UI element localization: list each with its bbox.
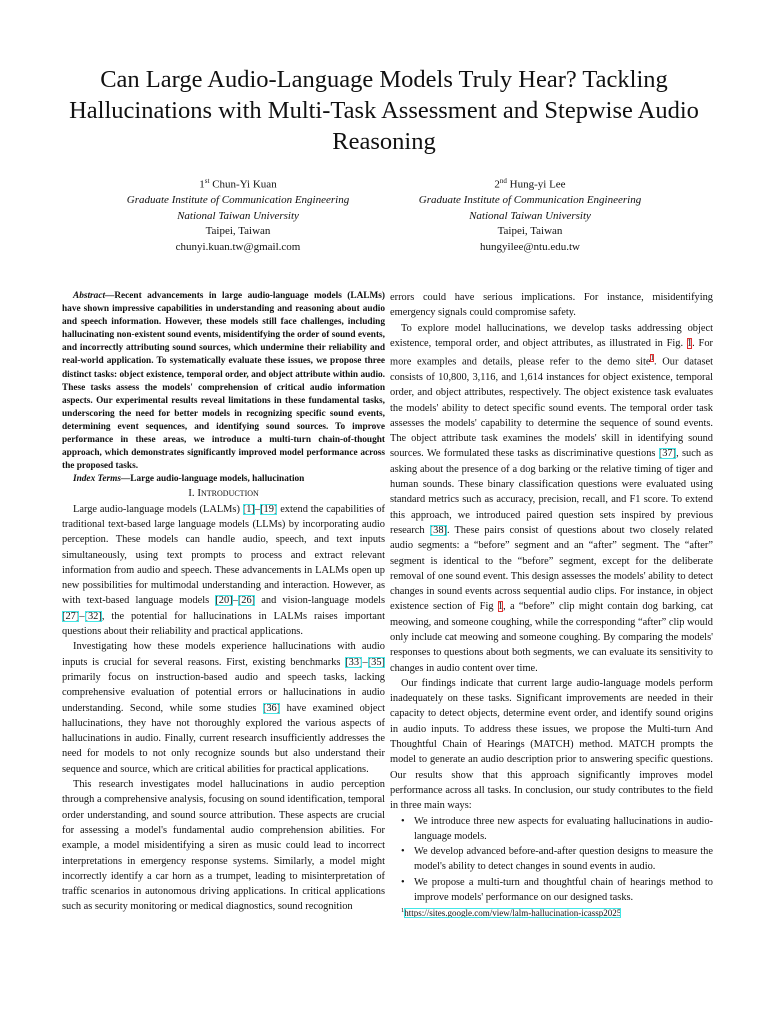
intro-paragraph-3-continued: errors could have serious implications. For instance, misidentifying emergency signals could compromise safety. <box>390 292 713 319</box>
footnote-url-link[interactable]: https://sites.google.com/view/lalm-hallucination-icassp2025 <box>404 908 622 919</box>
intro-paragraph-5: Our findings indicate that current large audio-language models perform inadequately on these tasks. Significant improvements are needed in their capacity to detect objects, determine event order, and identify sound origins in audio inputs. To address these issues, we propose the Multi-turn And Thoughtful Chain of Hearings (MATCH) method. MATCH prompts the model to generate an audio description prior to answering specific questions. Our results show that this approach significantly improves model performance across all tasks. In conclusion, our study contributes to the field in three main ways: <box>390 677 713 812</box>
author-university: National Taiwan University <box>469 209 591 222</box>
contributions-list <box>390 814 713 906</box>
author-location: Taipei, Taiwan <box>497 225 563 238</box>
intro-paragraph-2: Investigating how these models experience hallucinations with audio inputs is crucial for several reasons. First, existing benchmarks [33]–[35] primarily focus on instruction-based audio and speech tasks, lacking comprehensive evaluation of potential errors or hallucinations in audio understanding. Second, while some studies [36] have examined object hallucinations, they have not thoroughly explored the various aspects of hallucinations in audio. Finally, current research insufficiently addresses the need for models to not only recognize sounds but also understand their sequence and source, which are critical abilities for practical applications. <box>62 641 386 775</box>
section-heading-introduction: I. Introduction <box>188 487 259 500</box>
citation-link[interactable]: [32] <box>84 610 102 622</box>
citation-link[interactable]: [38] <box>429 524 447 536</box>
left-column <box>62 290 385 915</box>
author-block-2 <box>380 174 680 255</box>
figure-link[interactable]: 1 <box>497 601 504 613</box>
author-affiliation: Graduate Institute of Communication Engineering <box>418 194 642 207</box>
intro-paragraph-4: To explore model hallucinations, we develop tasks addressing object existence, temporal order, and object attributes, as illustrated in Fig. 1. For more examples and details, please refer to the demo site$^1$. Our dataset consists of 10,800, 3,116, and 1,614 instances for object existence, temporal order, and object attributes, respectively. The object existence task evaluates the models' ability to detect specific sound events. The temporal order task assesses the models' capability to determine the sequence of sound events. The object attribute task examines the models' skill in identifying sound sources. We formulated these tasks as discriminative questions [37], such as asking about the presence of a dog barking or the relative timing of tiger and human sounds. These binary classification questions were evaluated using standard metrics such as accuracy, precision, recall, and F1 score. To extend this approach, we introduced paired question sets inspired by previous research [38]. These pairs consist of questions about two closely related audio segments: a “before” segment and an “after” segment. The “after” segment is identical to the “before” segment, except for the deliberate removal of one sound event. This design assesses the models' ability to detect changes in sound events across sequential audio clips. For instance, in object existence section of Fig 1, a “before” clip might contain dog barking, cat meowing, and someone coughing, while the corresponding “after” clip would only include cat meowing and someone coughing. By comparing the models' responses to questions about both segments, we can evaluate its sensitivity to changes in audio content over time. <box>390 322 713 674</box>
author-location: Taipei, Taiwan <box>205 225 271 238</box>
citation-link[interactable]: [26] <box>237 595 256 607</box>
paper-title: Can Large Audio-Language Models Truly Hear? Tackling Hallucinations with Multi-Task Assessment and Stepwise Audio Reasoning <box>69 66 699 155</box>
footnote: $^1$https://sites.google.com/view/lalm-hallucination-icassp2025 <box>401 907 622 919</box>
citation-link[interactable]: [19] <box>260 503 278 515</box>
citation-link[interactable]: [36] <box>262 702 281 714</box>
citation-link[interactable]: [37] <box>658 448 677 460</box>
intro-paragraph-1: Large audio-language models (LALMs) [1]–[19] extend the capabilities of traditional text-based large language models (LLMs) by incorporating audio perception. These models can handle audio, speech, and text inputs simultaneously, using text prompts to process and extract relevant information from audio and speech. These advancements in LALMs open up new possibilities for multimodal understanding and interaction. However, as with text-based language models [20]–[26] and vision-language models [27]–[32], the potential for hallucinations in LALMs raises important questions about their reliability and practical applications. <box>62 503 385 638</box>
figure-link[interactable]: 1 <box>686 337 693 349</box>
index-terms: Index Terms—Large audio-language models, hallucination <box>73 474 305 485</box>
citation-link[interactable]: [33] <box>345 656 363 668</box>
author-email: hungyilee@ntu.edu.tw <box>480 240 580 253</box>
list-item: • We introduce three new aspects for evaluating hallucinations in audio-language models. <box>414 814 713 845</box>
citation-link[interactable]: [27] <box>62 610 80 622</box>
list-item: • We develop advanced before-and-after question designs to measure the model's ability to detect changes in sound events in audio. <box>414 844 713 875</box>
author-university: National Taiwan University <box>177 209 299 222</box>
right-column <box>390 290 713 919</box>
author-affiliation: Graduate Institute of Communication Engineering <box>126 194 350 207</box>
intro-paragraph-3: This research investigates model hallucinations in audio perception through a comprehensive analysis, focusing on sound identification, temporal order understanding, and sound source attribution. These aspects are crucial for assessing a model's fundamental audio comprehension abilities. For example, a model misidentifying a siren as music could lead to incorrect interpretations in emergency response systems. Similarly, a model might incorrectly identify a car horn as a trumpet, leading to misinterpretation of traffic scenarios in autonomous driving applications. In critical applications such as security monitoring or medical diagnostics, sound recognition <box>62 779 385 913</box>
author-name: 2nd Hung-yi Lee <box>494 177 566 191</box>
citation-link[interactable]: [1] <box>242 503 255 515</box>
citation-link[interactable]: [20] <box>215 595 233 607</box>
citation-link[interactable]: [35] <box>367 656 385 668</box>
author-email: chunyi.kuan.tw@gmail.com <box>175 240 301 253</box>
footnote-link[interactable]: 1 <box>650 354 654 363</box>
list-item: • We propose a multi-turn and thoughtful chain of hearings method to improve models' performance on our designed tasks. <box>414 875 713 906</box>
author-block-1 <box>88 174 388 255</box>
abstract: Abstract—Recent advancements in large audio-language models (LALMs) have shown impressive capabilities in understanding and reasoning about audio and speech information. However, these models still face challenges, including hallucinating non-existent sound events, misidentifying the order of sound events, and incorrectly attributing sound sources, which undermine their reliability and real-world application. To systematically evaluate these issues, we propose three distinct tasks: object existence, temporal order, and object attribute within audio. These tasks assess the models' comprehension of critical audio information aspects. Our experimental results reveal limitations in these fundamental tasks, underscoring the need for better models in recognizing specific sound events, determining event sequences, and identifying sound sources. To improve performance in these areas, we introduce a multi-turn chain-of-thought approach, which demonstrates significantly improved model performance across the proposed tasks. <box>62 291 385 472</box>
author-name: 1st Chun-Yi Kuan <box>199 177 277 191</box>
